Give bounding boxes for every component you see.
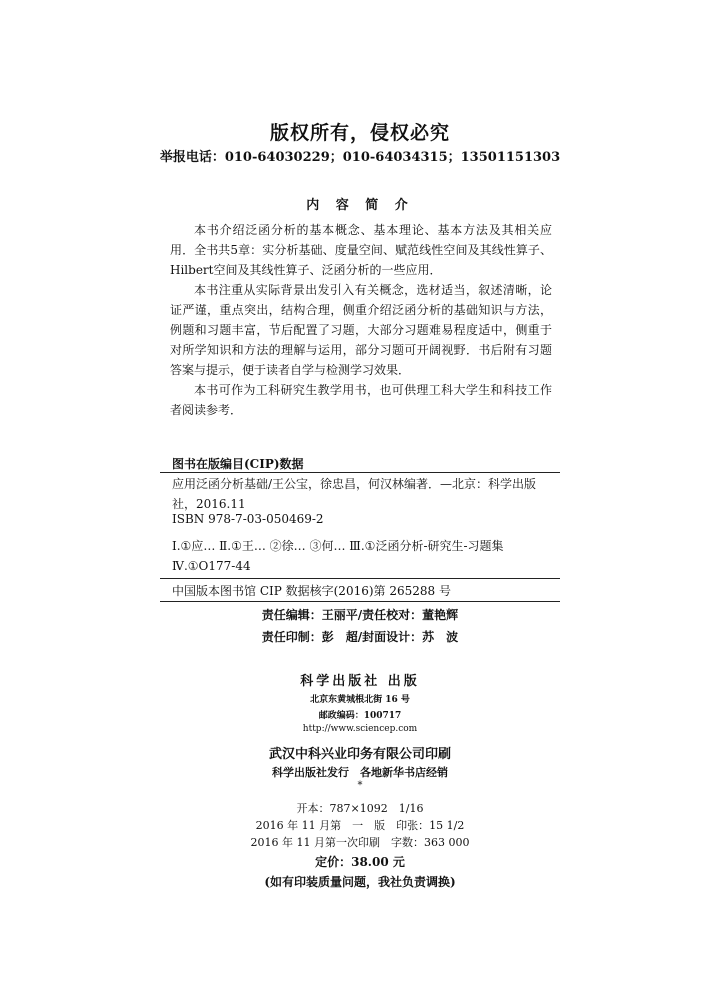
distributor: 科学出版社发行 各地新华书店经销 (272, 766, 448, 779)
summary-paragraph: 本书可作为工科研究生教学用书，也可供理工科大学生和科技工作者阅读参考． (170, 383, 552, 417)
divider (160, 601, 560, 602)
edition-info: 2016 年 11 月第 一 版 印张：15 1/2 (255, 819, 465, 832)
summary-paragraph: 本书注重从实际背景出发引入有关概念，选材适当，叙述清晰，论证严谨，重点突出，结构合理，侧重介绍泛函分析的基础知识与方法，例题和习题丰富，节后配置了习题，大部分习题难易程度适中，侧重于对所学知识和方法的理解与运用，部分习题可开阔视野．书后附有习题答案与提示，便于读者自学与检测学习效果． (170, 283, 552, 377)
publisher: 科学出版社 出版 (300, 674, 420, 689)
print-designer-credit: 责任印制：彭 超/封面设计：苏 波 (261, 630, 459, 644)
cip-number: 中国版本图书馆 CIP 数据核字(2016)第 265288 号 (172, 584, 451, 598)
printer: 武汉中科兴业印务有限公司印刷 (268, 747, 451, 762)
cip-isbn: ISBN 978-7-03-050469-2 (172, 512, 324, 526)
book-format: 开本：787×1092 1/16 (296, 802, 424, 815)
divider (160, 578, 560, 579)
summary-body (170, 220, 552, 420)
separator-star: * (357, 780, 363, 791)
cip-heading: 图书在版编目(CIP)数据 (172, 457, 304, 471)
summary-paragraph: 本书介绍泛函分析的基本概念、基本理论、基本方法及其相关应用．全书共5章：实分析基础、度量空间、赋范线性空间及其线性算子、Hilbert空间及其线性算子、泛函分析的一些应用． (170, 223, 552, 277)
summary-title: 内 容 简 介 (306, 198, 414, 213)
postcode: 邮政编码：100717 (318, 711, 402, 721)
cip-title-line: 应用泛函分析基础/王公宝，徐忠昌，何汉林编著．—北京：科学出版社，2016.11 (172, 477, 537, 511)
copyright-title: 版权所有，侵权必究 (269, 122, 450, 144)
publisher-address: 北京东黄城根北街 16 号 (310, 695, 410, 705)
editors-credit: 责任编辑：王丽平/责任校对：董艳辉 (261, 608, 459, 622)
price: 定价：38.00 元 (315, 855, 405, 869)
quality-note: (如有印装质量问题，我社负责调换) (264, 875, 456, 889)
report-phone: 举报电话：010-64030229；010-64034315；13501151303 (159, 150, 561, 165)
divider (160, 472, 560, 473)
website: http://www.sciencep.com (302, 724, 418, 734)
printing-info: 2016 年 11 月第一次印刷 字数：363 000 (250, 836, 470, 849)
cip-classification: Ⅰ.①应… Ⅱ.①王… ②徐… ③何… Ⅲ.①泛函分析-研究生-习题集 Ⅳ.①O177-44 (172, 539, 504, 573)
